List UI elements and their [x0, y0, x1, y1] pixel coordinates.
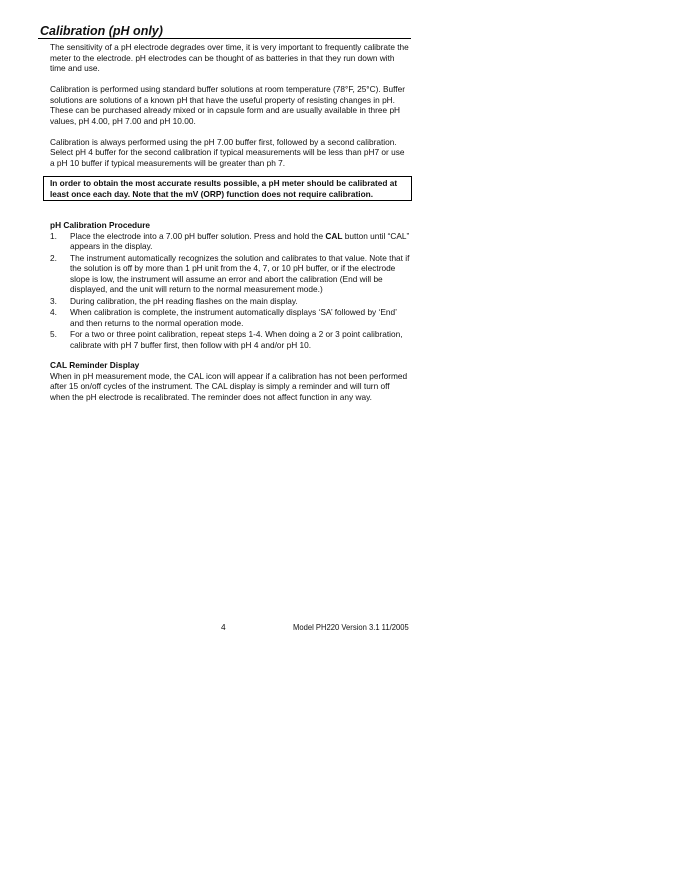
procedure-step: [50, 329, 410, 350]
intro-paragraph-2: Calibration is performed using standard buffer solutions at room temperature (78°F, 25°C). Buffer solutions are solutions of a known pH that have the useful property of resisting changes in pH. These can be purchased already mixed or in capsule form and are usually available in three pH values, pH 4.00, pH 7.00 and pH 10.00.: [50, 84, 405, 126]
intro-paragraph-3: Calibration is always performed using the pH 7.00 buffer first, followed by a second calibration. Select pH 4 buffer for the second calibration if typical measurements will be less than pH7 or use a pH 10 buffer if typical measurements will be greater than ph 7.: [50, 136, 405, 168]
model-version: Model PH220 Version 3.1 11/2005: [293, 622, 409, 632]
step-number: 2.: [50, 252, 57, 263]
procedure-section: [50, 220, 410, 402]
cal-button-label: CAL: [325, 230, 343, 241]
reminder-text: When in pH measurement mode, the CAL icon will appear if a calibration has not been performed after 15 on/off cycles of the instrument. The CAL display is simply a reminder and will turn off when the pH electrode is recalibrated. The reminder does not affect function in any way.: [50, 370, 408, 402]
step-number: 5.: [50, 329, 57, 339]
procedure-steps: [50, 231, 410, 351]
step-text: Place the electrode into a 7.00 pH buffer solution. Press and hold the CAL button until “CAL” appears in the display.: [70, 230, 410, 251]
procedure-step: [50, 296, 410, 307]
step-number: 4.: [50, 307, 57, 317]
intro-section: [50, 42, 410, 168]
intro-paragraph-1: The sensitivity of a pH electrode degrades over time, it is very important to frequently calibrate the meter to the electrode. pH electrodes can be thought of as batteries in that they run down with time and use.: [50, 42, 409, 73]
page-number: 4: [221, 622, 226, 632]
procedure-step: [50, 307, 410, 328]
title-rule: [38, 38, 411, 39]
step-text: The instrument automatically recognizes the solution and calibrates to that value. Note that if the solution is off by more than 1 pH unit from the 4, 7, or 10 pH buffer, or if the electrode slope is low, the instrument will assume an error and abort the calibration (End will be displayed, and the unit will return to the normal measurement mode.): [70, 252, 410, 294]
step-text: For a two or three point calibration, repeat steps 1-4. When doing a 2 or 3 point calibration, calibrate with pH 7 buffer first, then follow with pH 4 and/or pH 10.: [70, 329, 403, 350]
procedure-step: [50, 231, 410, 252]
step-text: When calibration is complete, the instrument automatically displays ‘SA’ followed by ‘End’ and then returns to the normal operation mode.: [70, 307, 397, 328]
step-number: 1.: [50, 230, 57, 241]
page-title: Calibration (pH only): [40, 24, 163, 38]
reminder-heading: CAL Reminder Display: [50, 360, 140, 370]
reminder-section: [50, 360, 410, 402]
calibration-note-box: In order to obtain the most accurate results possible, a pH meter should be calibrated at least once each day. Note that the mV (ORP) function does not require calibration.: [43, 176, 412, 201]
step-number: 3.: [50, 295, 57, 306]
step-text: During calibration, the pH reading flashes on the main display.: [70, 295, 298, 306]
procedure-heading: pH Calibration Procedure: [50, 220, 151, 230]
procedure-step: [50, 253, 410, 295]
